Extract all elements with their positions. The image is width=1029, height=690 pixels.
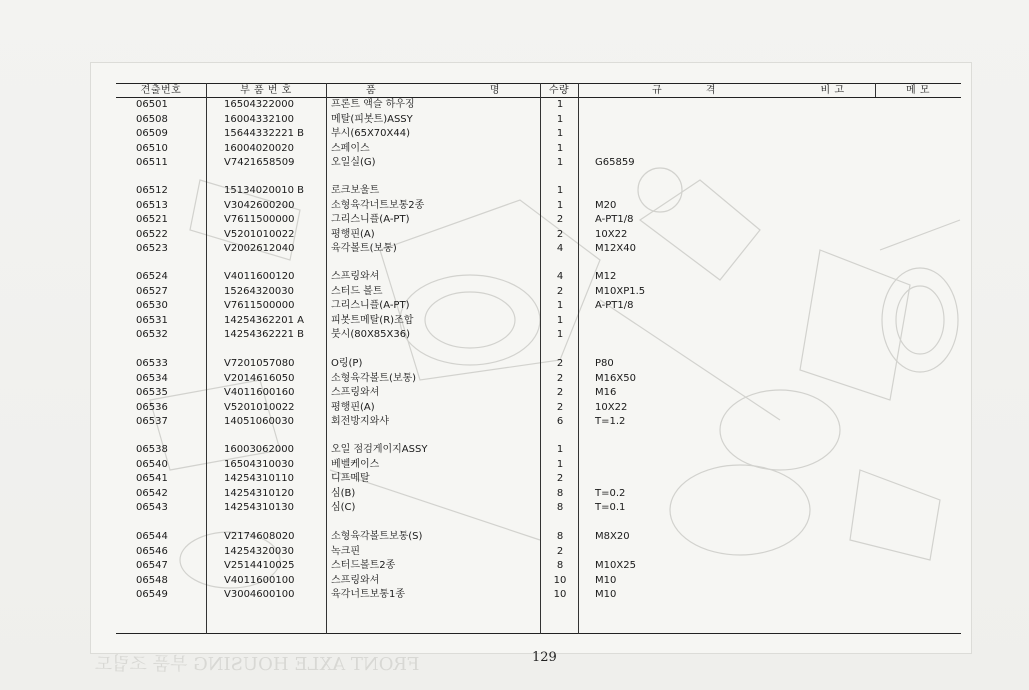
part-spec: M12X40 (595, 243, 636, 254)
part-number: 16003062000 (224, 444, 294, 455)
part-code: 06538 (136, 444, 168, 455)
part-name: 디프메탈 (331, 473, 370, 484)
part-code: 06530 (136, 300, 168, 311)
part-name: 육각너트보통1종 (331, 589, 405, 600)
part-code: 06523 (136, 243, 168, 254)
part-name: 그리스니플(A-PT) (331, 300, 410, 311)
table-row (0, 299, 1029, 313)
part-number: 15264320030 (224, 285, 294, 297)
part-quantity: 8 (556, 487, 564, 499)
part-code: 06509 (136, 128, 168, 139)
part-quantity: 4 (556, 271, 564, 282)
part-number: 16004020020 (224, 142, 294, 154)
table-row (0, 199, 1029, 213)
part-number: V7421658509 (224, 157, 295, 168)
part-code: 06512 (136, 185, 168, 196)
part-name: 오일실(G) (331, 157, 376, 168)
part-name: 스터드볼트2종 (331, 560, 396, 571)
part-number: V4011600100 (224, 574, 295, 586)
part-code: 06501 (136, 99, 168, 110)
header-quantity: 수량 (548, 85, 570, 96)
part-number: 14254310120 (224, 487, 294, 499)
part-code: 06540 (136, 458, 168, 470)
part-number: 14051060030 (224, 416, 294, 427)
part-quantity: 2 (556, 473, 564, 484)
table-row (0, 357, 1029, 371)
part-code: 06513 (136, 199, 168, 211)
part-name: 피봇트메탈(R)조합 (331, 314, 414, 326)
bleed-through-text: FRONT AXLE HOUSING 부품 조립도 (95, 654, 420, 675)
part-quantity: 1 (556, 329, 564, 340)
part-name: 평행핀(A) (331, 228, 375, 240)
part-name: 소형육각너트보통2종 (331, 199, 425, 211)
part-quantity: 8 (556, 560, 564, 571)
table-row (0, 184, 1029, 198)
part-number: V4011600120 (224, 271, 295, 282)
table-row (0, 314, 1029, 328)
part-code: 06543 (136, 502, 168, 513)
part-name: 스프링와셔 (331, 387, 380, 398)
part-name: 로크보울트 (331, 185, 380, 196)
part-quantity: 1 (556, 99, 564, 110)
part-spec: P80 (595, 358, 614, 369)
part-number: 14254362201 A (224, 314, 305, 326)
part-quantity: 1 (556, 458, 564, 470)
part-quantity: 1 (556, 113, 564, 125)
part-quantity: 8 (556, 531, 564, 542)
part-code: 06546 (136, 545, 168, 557)
table-row (0, 559, 1029, 573)
part-number: V2174608020 (224, 531, 295, 542)
part-name: 스터드 볼트 (331, 285, 383, 297)
part-name: 프론트 액슬 하우징 (331, 99, 415, 110)
table-row (0, 328, 1029, 342)
part-spec: M10X25 (595, 560, 636, 571)
table-row (0, 142, 1029, 156)
part-quantity: 1 (556, 185, 564, 196)
table-row (0, 588, 1029, 602)
table-row (0, 98, 1029, 112)
part-quantity: 2 (556, 545, 564, 557)
part-quantity: 1 (556, 142, 564, 154)
part-number: 16004332100 (224, 113, 294, 125)
part-code: 06532 (136, 329, 168, 340)
part-quantity: 2 (556, 285, 564, 297)
part-code: 06524 (136, 271, 168, 282)
part-number: V5201010022 (224, 228, 295, 240)
part-name: 스프링와셔 (331, 271, 380, 282)
part-code: 06527 (136, 285, 168, 297)
table-row (0, 213, 1029, 227)
part-code: 06549 (136, 589, 168, 600)
part-name: 심(B) (331, 487, 356, 499)
header-spec: 규 격 (652, 85, 716, 96)
part-spec: M16 (595, 387, 617, 398)
part-quantity: 1 (556, 444, 564, 455)
table-row (0, 415, 1029, 429)
header-name: 품 명 (366, 85, 500, 96)
part-quantity: 2 (556, 401, 564, 413)
part-quantity: 10 (553, 589, 567, 600)
part-code: 06521 (136, 214, 168, 225)
header-remark: 비 고 (820, 85, 845, 96)
table-row (0, 545, 1029, 559)
part-name: 부시(65X70X44) (331, 128, 410, 139)
page-number: 129 (532, 650, 557, 665)
table-row (0, 472, 1029, 486)
part-code: 06531 (136, 314, 168, 326)
part-number: V3004600100 (224, 589, 295, 600)
part-name: 회전방지와샤 (331, 416, 389, 427)
part-spec: M20 (595, 199, 617, 211)
part-quantity: 1 (556, 128, 564, 139)
part-number: 14254310130 (224, 502, 294, 513)
part-name: 평행핀(A) (331, 401, 375, 413)
part-name: 스프링와셔 (331, 574, 380, 586)
part-name: 베벨케이스 (331, 458, 380, 470)
part-number: V3042600200 (224, 199, 295, 211)
part-quantity: 2 (556, 372, 564, 384)
table-row (0, 574, 1029, 588)
part-number: V2514410025 (224, 560, 295, 571)
part-name: 심(C) (331, 502, 356, 513)
table-row (0, 113, 1029, 127)
part-code: 06548 (136, 574, 168, 586)
part-quantity: 8 (556, 502, 564, 513)
part-quantity: 4 (556, 243, 564, 254)
part-quantity: 2 (556, 214, 564, 225)
part-code: 06534 (136, 372, 168, 384)
part-spec: T=0.1 (595, 502, 626, 513)
part-quantity: 2 (556, 358, 564, 369)
part-quantity: 1 (556, 314, 564, 326)
part-quantity: 2 (556, 228, 564, 240)
part-spec: T=0.2 (595, 487, 626, 499)
part-quantity: 1 (556, 199, 564, 211)
table-row (0, 501, 1029, 515)
part-number: 16504310030 (224, 458, 294, 470)
part-number: 16504322000 (224, 99, 294, 110)
part-quantity: 1 (556, 157, 564, 168)
part-name: 소형육각볼트(보통) (331, 372, 417, 384)
table-row (0, 156, 1029, 170)
table-row (0, 401, 1029, 415)
part-code: 06535 (136, 387, 168, 398)
part-number: V7611500000 (224, 300, 295, 311)
part-code: 06510 (136, 142, 168, 154)
table-row (0, 386, 1029, 400)
part-spec: 10X22 (595, 401, 628, 413)
part-name: 녹크핀 (331, 545, 360, 557)
part-code: 06508 (136, 113, 168, 125)
table-row (0, 458, 1029, 472)
part-spec: A-PT1/8 (595, 214, 634, 225)
part-name: 육각볼트(보통) (331, 243, 397, 254)
header-part-number: 부 품 번 호 (240, 85, 292, 96)
part-number: 15644332221 B (224, 128, 305, 139)
table-row (0, 127, 1029, 141)
part-code: 06537 (136, 416, 168, 427)
part-number: V2014616050 (224, 372, 295, 384)
part-code: 06547 (136, 560, 168, 571)
header-code: 견출번호 (140, 85, 182, 96)
part-spec: 10X22 (595, 228, 628, 240)
part-number: V4011600160 (224, 387, 295, 398)
part-spec: M8X20 (595, 531, 630, 542)
table-row (0, 372, 1029, 386)
table-row (0, 242, 1029, 256)
part-number: 14254310110 (224, 473, 294, 484)
part-spec: A-PT1/8 (595, 300, 634, 311)
part-name: O링(P) (331, 358, 363, 369)
part-code: 06511 (136, 157, 168, 168)
part-code: 06544 (136, 531, 168, 542)
part-code: 06522 (136, 228, 168, 240)
table-row (0, 285, 1029, 299)
part-code: 06542 (136, 487, 168, 499)
part-name: 붓시(80X85X36) (331, 329, 410, 340)
part-code: 06533 (136, 358, 168, 369)
part-code: 06536 (136, 401, 168, 413)
part-spec: T=1.2 (595, 416, 626, 427)
part-number: V2002612040 (224, 243, 295, 254)
part-name: 소형육각볼트보통(S) (331, 531, 423, 542)
part-spec: G65859 (595, 157, 635, 168)
part-quantity: 2 (556, 387, 564, 398)
part-number: V7201057080 (224, 358, 295, 369)
table-bottom-rule (116, 633, 961, 634)
part-number: 14254362221 B (224, 329, 305, 340)
part-name: 스페이스 (331, 142, 370, 154)
table-row (0, 443, 1029, 457)
part-number: 14254320030 (224, 545, 294, 557)
header-memo: 메 모 (906, 85, 930, 96)
table-row (0, 228, 1029, 242)
table-row (0, 487, 1029, 501)
part-spec: M12 (595, 271, 617, 282)
part-quantity: 1 (556, 300, 564, 311)
part-spec: M10 (595, 574, 617, 586)
part-name: 그리스니플(A-PT) (331, 214, 410, 225)
part-number: V5201010022 (224, 401, 295, 413)
part-quantity: 6 (556, 416, 564, 427)
part-number: V7611500000 (224, 214, 295, 225)
table-row (0, 530, 1029, 544)
part-number: 15134020010 B (224, 185, 305, 196)
part-spec: M10XP1.5 (595, 285, 646, 297)
part-code: 06541 (136, 473, 168, 484)
table-row (0, 270, 1029, 284)
part-spec: M16X50 (595, 372, 636, 384)
part-name: 오일 점검게이지ASSY (331, 444, 428, 455)
part-spec: M10 (595, 589, 617, 600)
part-name: 메탈(피봇트)ASSY (331, 113, 413, 125)
part-quantity: 10 (553, 574, 567, 586)
